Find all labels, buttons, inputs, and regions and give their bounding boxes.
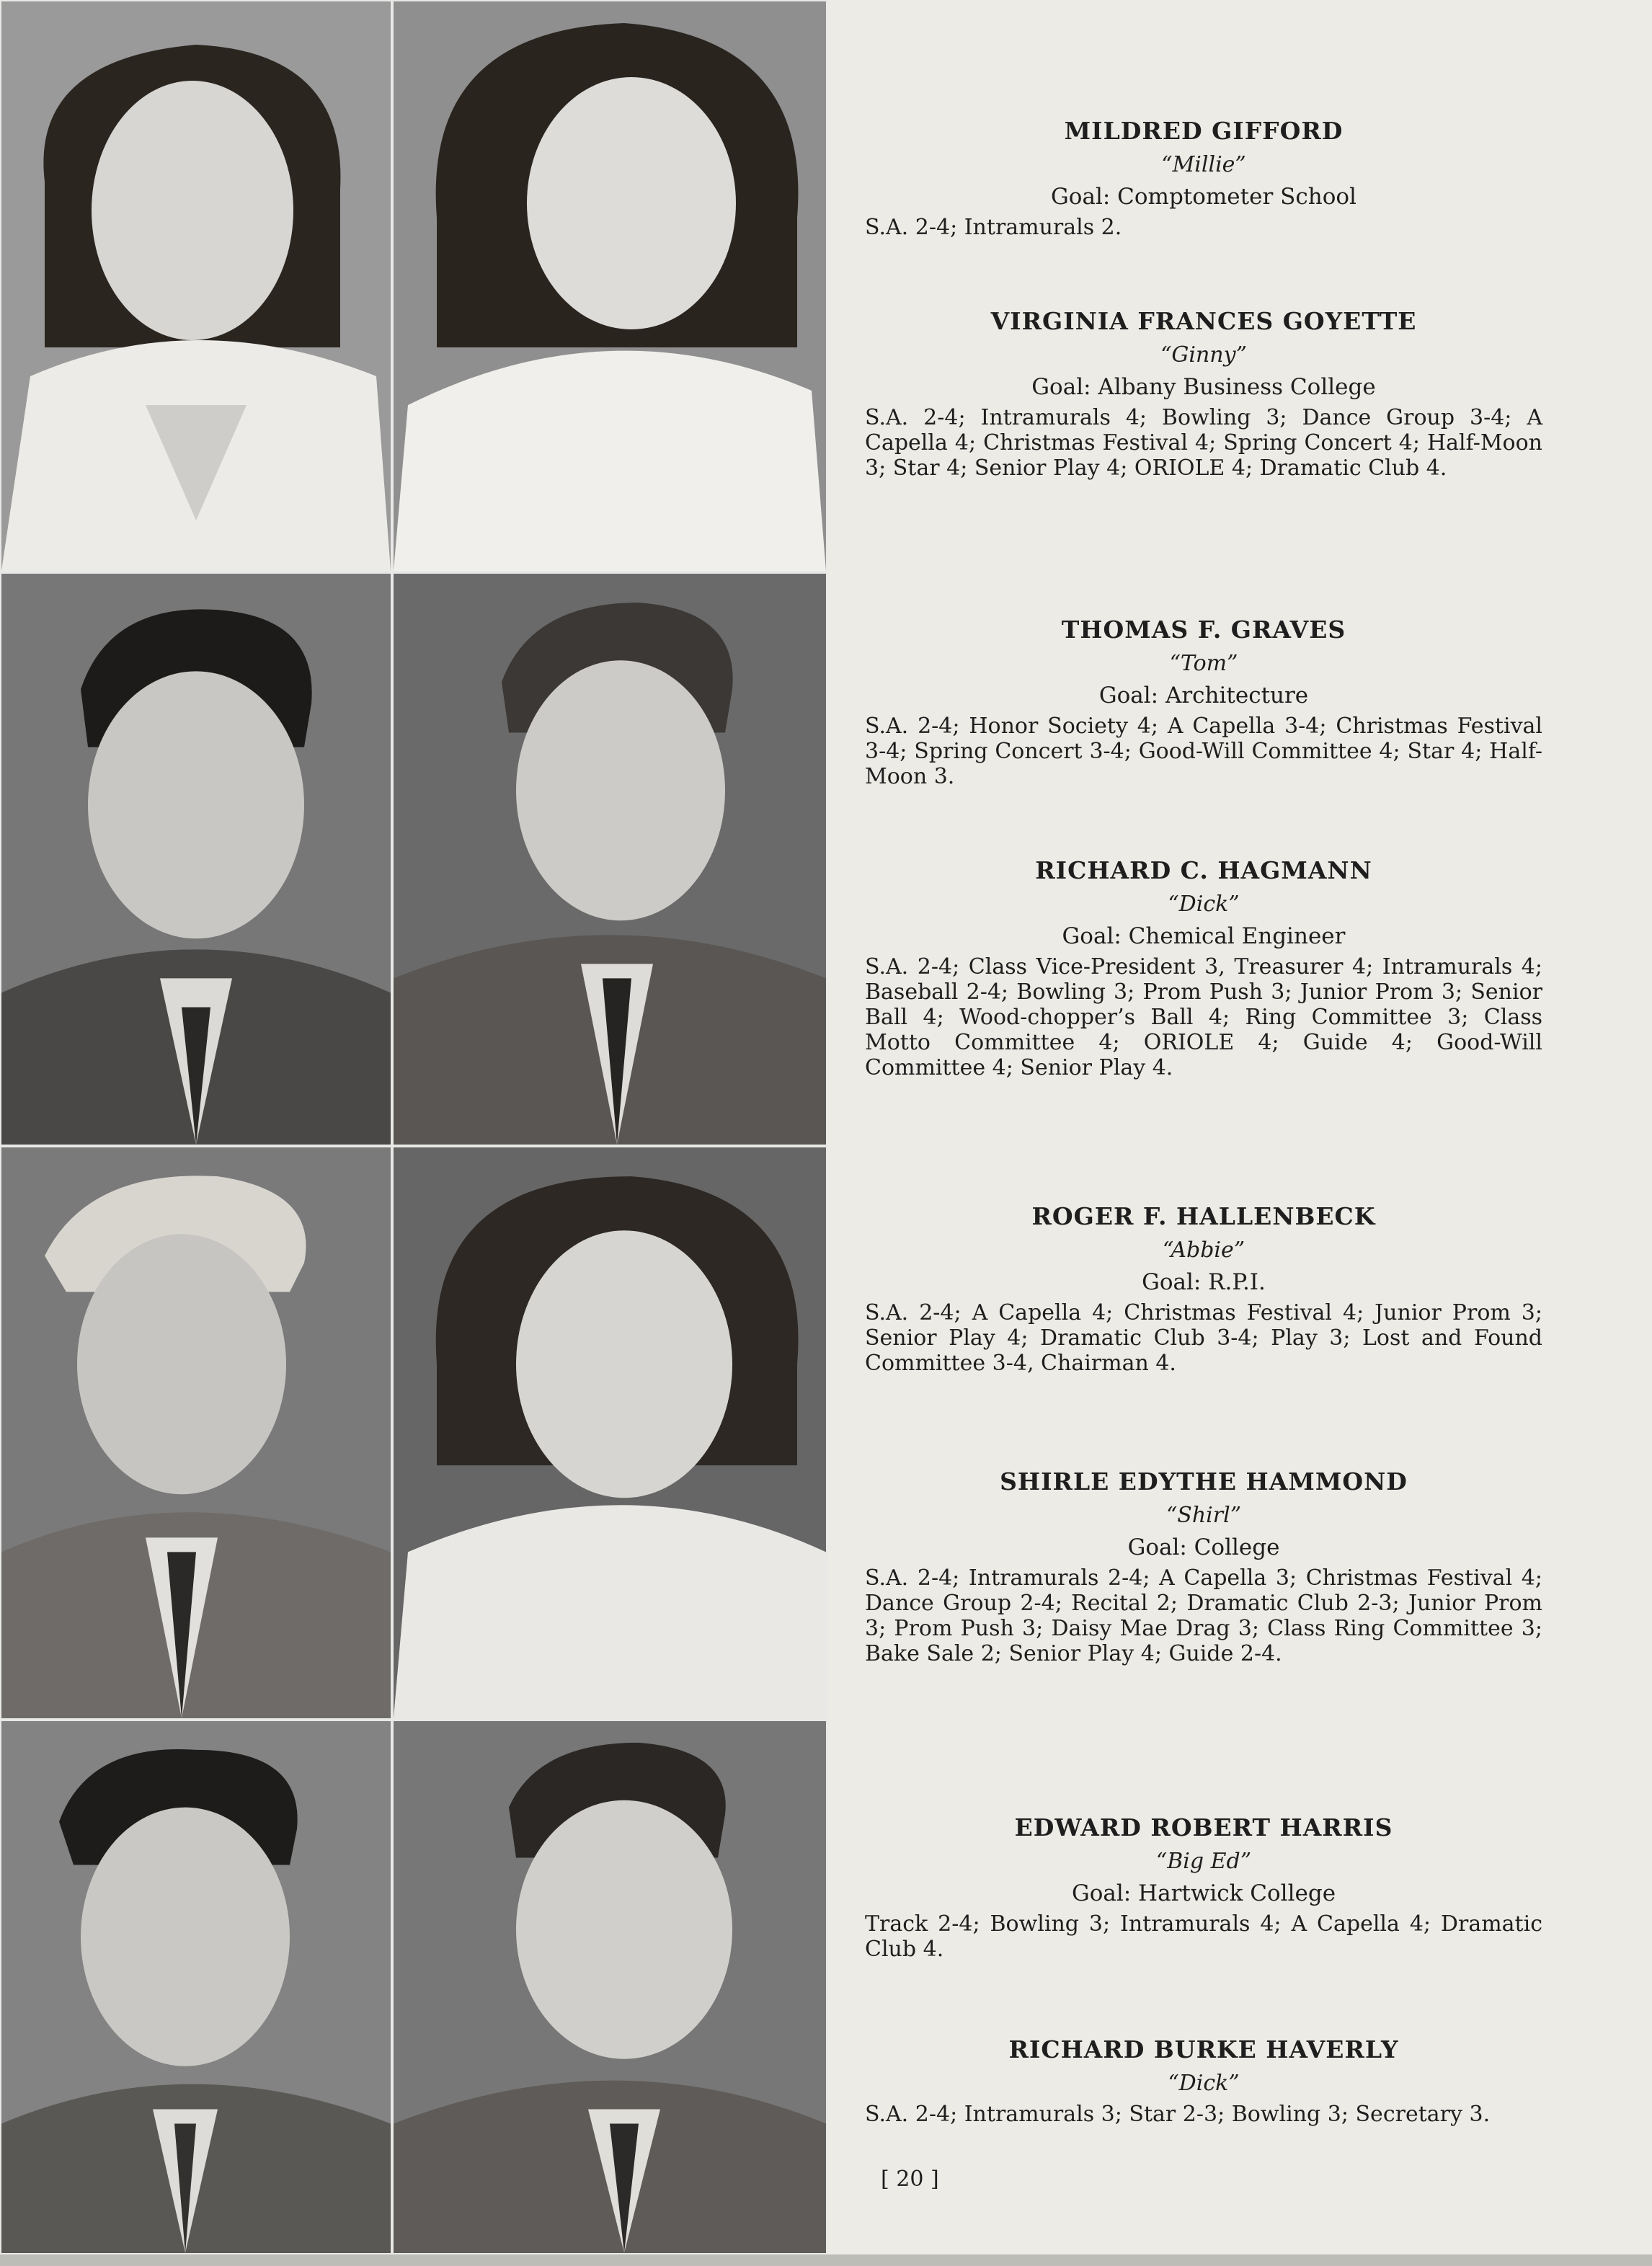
student-activities: S.A. 2-4; Intramurals 4; Bowling 3; Dance Group 3-4; A Capella 4; Christmas Festival 4; Spring Concert 4; Half-Moon 3; Star 4; Senior Play 4; ORIOLE 4; Dramatic Club 4.: [865, 405, 1542, 481]
student-entry: [865, 1202, 1542, 1376]
student-nickname: “Millie”: [1161, 152, 1246, 177]
student-entry: [865, 856, 1542, 1080]
student-goal: Goal: Architecture: [1098, 683, 1309, 708]
student-name: MILDRED GIFFORD: [1064, 117, 1344, 145]
student-entries: [865, 0, 1542, 2266]
student-activities: S.A. 2-4; Intramurals 3; Star 2-3; Bowling 3; Secretary 3.: [865, 2102, 1491, 2127]
student-activities: S.A. 2-4; Class Vice-President 3, Treasurer 4; Intramurals 4; Baseball 2-4; Bowling 3; Prom Push 3; Junior Prom 3; Senior Ball 4; Wood-chopper’s Ball 4; Ring Committee 3; Class Motto Committee 4; ORIOLE 4; Guide 4; Good-Will Committee 4; Senior Play 4.: [865, 954, 1542, 1080]
student-activities: S.A. 2-4; Intramurals 2-4; A Capella 3; Christmas Festival 4; Dance Group 2-4; Recital 2; Dramatic Club 2-3; Junior Prom 3; Prom Push 3; Daisy Mae Drag 3; Class Ring Committee 3; Bake Sale 2; Senior Play 4; Guide 2-4.: [865, 1565, 1542, 1666]
portrait-photo-1: [0, 0, 392, 572]
student-nickname: “Shirl”: [1165, 1503, 1242, 1528]
student-name: SHIRLE EDYTHE HAMMOND: [1000, 1467, 1408, 1496]
student-nickname: “Tom”: [1169, 651, 1238, 676]
student-nickname: “Ginny”: [1160, 342, 1247, 368]
student-goal: Goal: R.P.I.: [1142, 1269, 1266, 1295]
student-entry: [865, 1813, 1542, 1962]
portrait-photo-6: [392, 1146, 827, 1720]
student-name: THOMAS F. GRAVES: [1061, 616, 1346, 644]
student-entry: [865, 616, 1542, 789]
page-number: [ 20 ]: [881, 2167, 939, 2192]
portrait-photo-4: [392, 572, 827, 1146]
portrait-photo-2: [392, 0, 827, 572]
student-goal: Goal: Hartwick College: [1071, 1880, 1336, 1906]
portrait-photo-3: [0, 572, 392, 1146]
student-name: VIRGINIA FRANCES GOYETTE: [990, 307, 1417, 335]
portrait-photo-7: [0, 1720, 392, 2254]
portrait-photo-8: [392, 1720, 827, 2254]
portrait-grid: [0, 0, 827, 2254]
student-activities: S.A. 2-4; A Capella 4; Christmas Festival 4; Junior Prom 3; Senior Play 4; Dramatic Club 3-4; Play 3; Lost and Found Committee 3-4, Chairman 4.: [865, 1300, 1542, 1376]
student-goal: Goal: College: [1127, 1534, 1280, 1560]
student-activities: S.A. 2-4; Honor Society 4; A Capella 3-4; Christmas Festival 3-4; Spring Concert 3-4; Good-Will Committee 4; Star 4; Half-Moon 3.: [865, 714, 1542, 789]
student-entry: [865, 307, 1542, 481]
student-nickname: “Abbie”: [1162, 1238, 1245, 1263]
student-goal: Goal: Chemical Engineer: [1062, 923, 1346, 949]
portrait-photo-5: [0, 1146, 392, 1720]
page-edge: [0, 2254, 1652, 2266]
student-name: RICHARD C. HAGMANN: [1035, 856, 1372, 884]
student-goal: Goal: Albany Business College: [1031, 374, 1376, 400]
student-goal: Goal: Comptometer School: [1051, 184, 1356, 210]
student-nickname: “Big Ed”: [1155, 1849, 1252, 1874]
student-activities: Track 2-4; Bowling 3; Intramurals 4; A Capella 4; Dramatic Club 4.: [865, 1911, 1542, 1962]
student-entry: [865, 2035, 1542, 2127]
student-activities: S.A. 2-4; Intramurals 2.: [865, 215, 1122, 240]
student-nickname: “Dick”: [1168, 2071, 1240, 2096]
student-name: RICHARD BURKE HAVERLY: [1008, 2035, 1399, 2063]
student-entry: [865, 117, 1542, 240]
student-name: EDWARD ROBERT HARRIS: [1014, 1813, 1393, 1841]
student-nickname: “Dick”: [1168, 892, 1240, 917]
student-entry: [865, 1467, 1542, 1666]
student-name: ROGER F. HALLENBECK: [1031, 1202, 1376, 1230]
